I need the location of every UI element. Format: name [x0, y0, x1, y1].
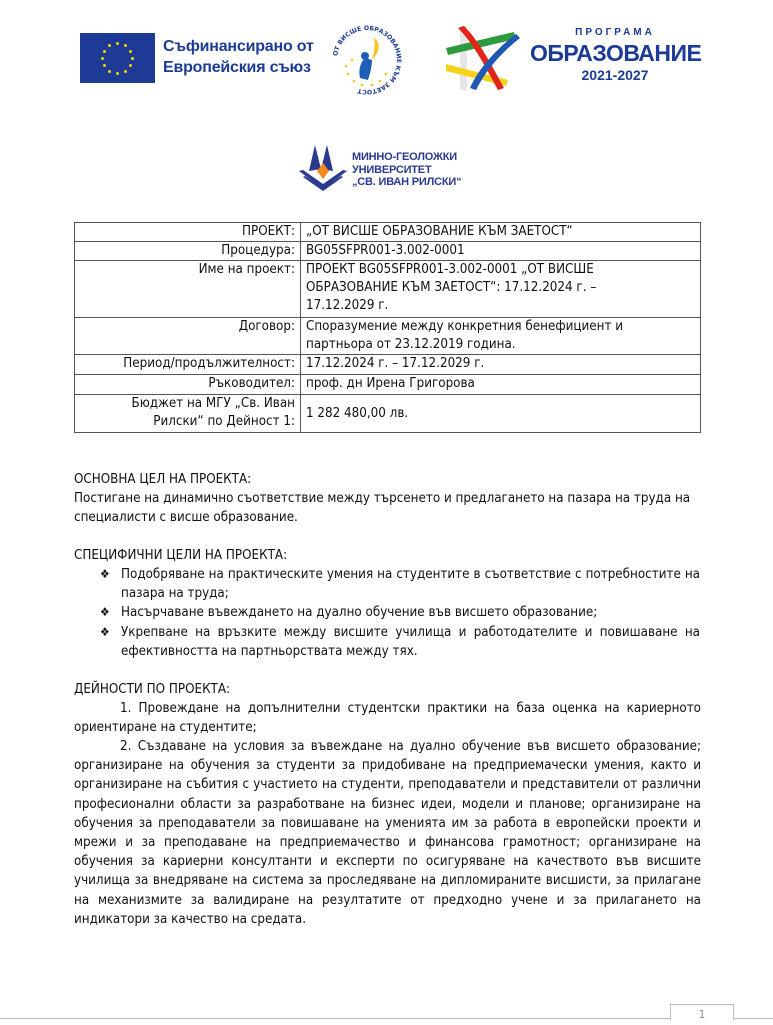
row-value: проф. дн Ирена Григорова: [301, 375, 701, 395]
eu-flag-icon: [80, 33, 155, 83]
row-value: „ОТ ВИСШЕ ОБРАЗОВАНИЕ КЪМ ЗАЕТОСТ“: [301, 223, 701, 242]
row-label: ПРОЕКТ:: [75, 223, 301, 242]
row-value: Споразумение между конкретния бенефициент и партньора от 23.12.2019 година.: [301, 318, 701, 355]
row-label: Договор:: [75, 318, 301, 355]
project-emblem-icon: [328, 20, 406, 100]
university-name: [352, 151, 461, 189]
program-name: ОБРАЗОВАНИЕ: [530, 40, 702, 66]
main-goal-heading: ОСНОВНА ЦЕЛ НА ПРОЕКТА:: [74, 472, 252, 487]
goal-text: Укрепване на връзките между висшите училища и работодателите и повишаване на ефективността на партньорствата между тях.: [121, 624, 700, 659]
svg-text:ОТ ВИСШЕ ОБРАЗОВАНИЕ КЪМ ЗАЕТО: ОТ ВИСШЕ ОБРАЗОВАНИЕ КЪМ ЗАЕТОСТ: [332, 24, 403, 96]
row-label: Бюджет на МГУ „Св. Иван Рилски“ по Дейност 1:: [75, 395, 301, 433]
eu-cofunded-label: [163, 36, 314, 78]
diamond-bullet-icon: ❖: [100, 624, 110, 639]
row-label: Процедура:: [75, 242, 301, 261]
row-value: 17.12.2024 г. – 17.12.2029 г.: [301, 355, 701, 375]
program-years: 2021-2027: [581, 67, 649, 83]
university-name-line3: „СВ. ИВАН РИЛСКИ“: [352, 176, 462, 188]
program-logo-text: [530, 26, 700, 84]
row-value: ПРОЕКТ BG05SFPR001-3.002-0001 „ОТ ВИСШЕ ОБРАЗОВАНИЕ КЪМ ЗАЕТОСТ“: 17.12.2024 г. – 17.12.2029 г.: [301, 261, 701, 318]
table-row: [75, 242, 701, 261]
main-goal-text: Постигане на динамично съответствие между търсенето и предлагането на пазара на труда на специалисти с висше образование.: [74, 491, 691, 526]
diamond-bullet-icon: ❖: [100, 567, 110, 581]
eu-label-line2: Европейския съюз: [163, 59, 311, 76]
program-ribbons-icon: [444, 22, 526, 92]
specific-goals-list: [100, 565, 700, 661]
activity-item: 2. Създаване на условия за въвеждане на дуално обучение във висшето образование; организиране на обучения за студенти за придобиване на предприемачески умения, както и организиране на събития с участието на студенти, преподаватели и представители от различни професионални области за разработване на бизнес идеи, модели и планове; организиране на обучения за преподаватели за повишаване на уменията им за работа в европейски проекти и мрежи и за преподаване на предприемачество и финансова грамотност; организиране на обучения за кариерни консултанти и експерти по осигуряване на качеството във висшите училища за внедряване на система за проследяване на дипломираните висшисти, за прилагане на механизмите за валидиране на резултатите от предходно учене и за прилагането на индикатори за качество на средата.: [74, 739, 701, 927]
table-row: [75, 261, 701, 318]
row-label: Период/продължителност:: [75, 355, 301, 375]
row-value: BG05SFPR001-3.002-0001: [301, 242, 701, 261]
footer-divider: [0, 1018, 773, 1019]
goal-text: Насърчаване въвеждането на дуално обучение във висшето образование;: [121, 605, 598, 621]
table-row: [75, 395, 701, 433]
row-label: Ръководител:: [75, 375, 301, 395]
list-item: [100, 623, 700, 661]
table-row: [75, 318, 701, 355]
eu-label-line1: Съфинансирано от: [163, 38, 314, 55]
program-label: ПРОГРАМА: [575, 27, 655, 38]
row-value: 1 282 480,00 лв.: [301, 395, 701, 433]
activity-item: 1. Провеждане на допълнителни студентски практики на база оценка на кариерното ориентиране на студентите;: [74, 701, 701, 736]
university-emblem-icon: [297, 143, 349, 193]
diamond-bullet-icon: ❖: [100, 605, 110, 620]
table-row: [75, 355, 701, 375]
list-item: [100, 565, 700, 603]
row-label: Име на проект:: [75, 261, 301, 318]
project-info-table: [74, 222, 701, 433]
goal-text: Подобряване на практическите умения на студентите в съответствие с потребностите на пазара на труда;: [121, 567, 700, 602]
university-name-line2: УНИВЕРСИТЕТ: [352, 163, 432, 176]
university-name-line1: МИННО-ГЕОЛОЖКИ: [352, 151, 457, 163]
activities-heading: ДЕЙНОСТИ ПО ПРОЕКТА:: [74, 682, 231, 697]
page-number: 1: [670, 1004, 734, 1020]
list-item: [100, 603, 700, 622]
table-row: [75, 375, 701, 395]
table-row: [75, 223, 701, 242]
specific-goals-heading: СПЕЦИФИЧНИ ЦЕЛИ НА ПРОЕКТА:: [74, 548, 288, 563]
